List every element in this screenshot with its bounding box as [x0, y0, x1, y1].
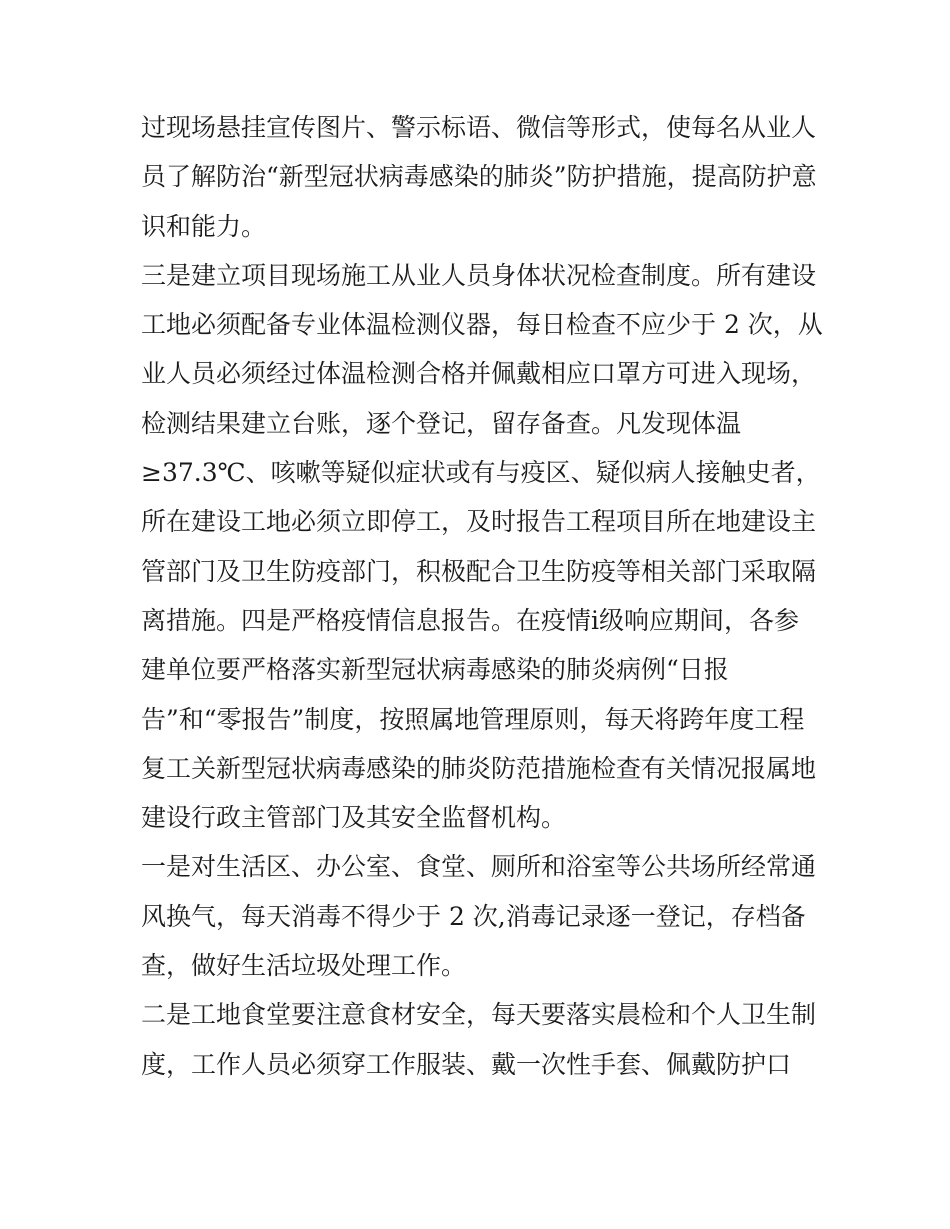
- text-line: 风换气，每天消毒不得少于 2 次,消毒记录逐一登记，存档备: [141, 901, 806, 931]
- text-line: 员了解防治“新型冠状病毒感染的肺炎”防护措施，提高防护意: [141, 162, 817, 192]
- text-line: 二是工地食堂要注意食材安全，每天要落实晨检和个人卫生制: [141, 1000, 817, 1030]
- text-line: 三是建立项目现场施工从业人员身体状况检查制度。所有建设: [141, 260, 817, 290]
- text-line: ≥37.3℃、咳嗽等疑似症状或有与疫区、疑似病人接触史者，: [141, 458, 821, 488]
- text-line: 度，工作人员必须穿工作服装、戴一次性手套、佩戴防护口: [141, 1049, 792, 1079]
- text-line: 工地必须配备专业体温检测仪器，每日检查不应少于 2 次，从: [141, 310, 823, 340]
- text-line: 一是对生活区、办公室、食堂、厕所和浴室等公共场所经常通: [141, 852, 817, 882]
- text-line: 告”和“零报告”制度，按照属地管理原则，每天将跨年度工程: [141, 704, 805, 734]
- text-line: 业人员必须经过体温检测合格并佩戴相应口罩方可进入现场，: [141, 359, 817, 389]
- text-line: 过现场悬挂宣传图片、警示标语、微信等形式，使每名从业人: [141, 113, 817, 142]
- text-line: 管部门及卫生防疫部门，积极配合卫生防疫等相关部门采取隔: [141, 556, 817, 586]
- text-line: 检测结果建立台账，逐个登记，留存备查。凡发现体温: [141, 408, 742, 438]
- text-line: 建单位要严格落实新型冠状病毒感染的肺炎病例“日报: [141, 655, 729, 685]
- body-text: [141, 103, 821, 1089]
- text-line: 复工关新型冠状病毒感染的肺炎防范措施检查有关情况报属地: [141, 753, 817, 783]
- text-line: 离措施。四是严格疫情信息报告。在疫情ⅰ级响应期间，各参: [141, 605, 799, 635]
- text-line: 查，做好生活垃圾处理工作。: [141, 951, 467, 981]
- text-line: 所在建设工地必须立即停工，及时报告工程项目所在地建设主: [141, 507, 817, 537]
- text-line: 识和能力。: [141, 211, 267, 241]
- text-line: 建设行政主管部门及其安全监督机构。: [141, 803, 567, 833]
